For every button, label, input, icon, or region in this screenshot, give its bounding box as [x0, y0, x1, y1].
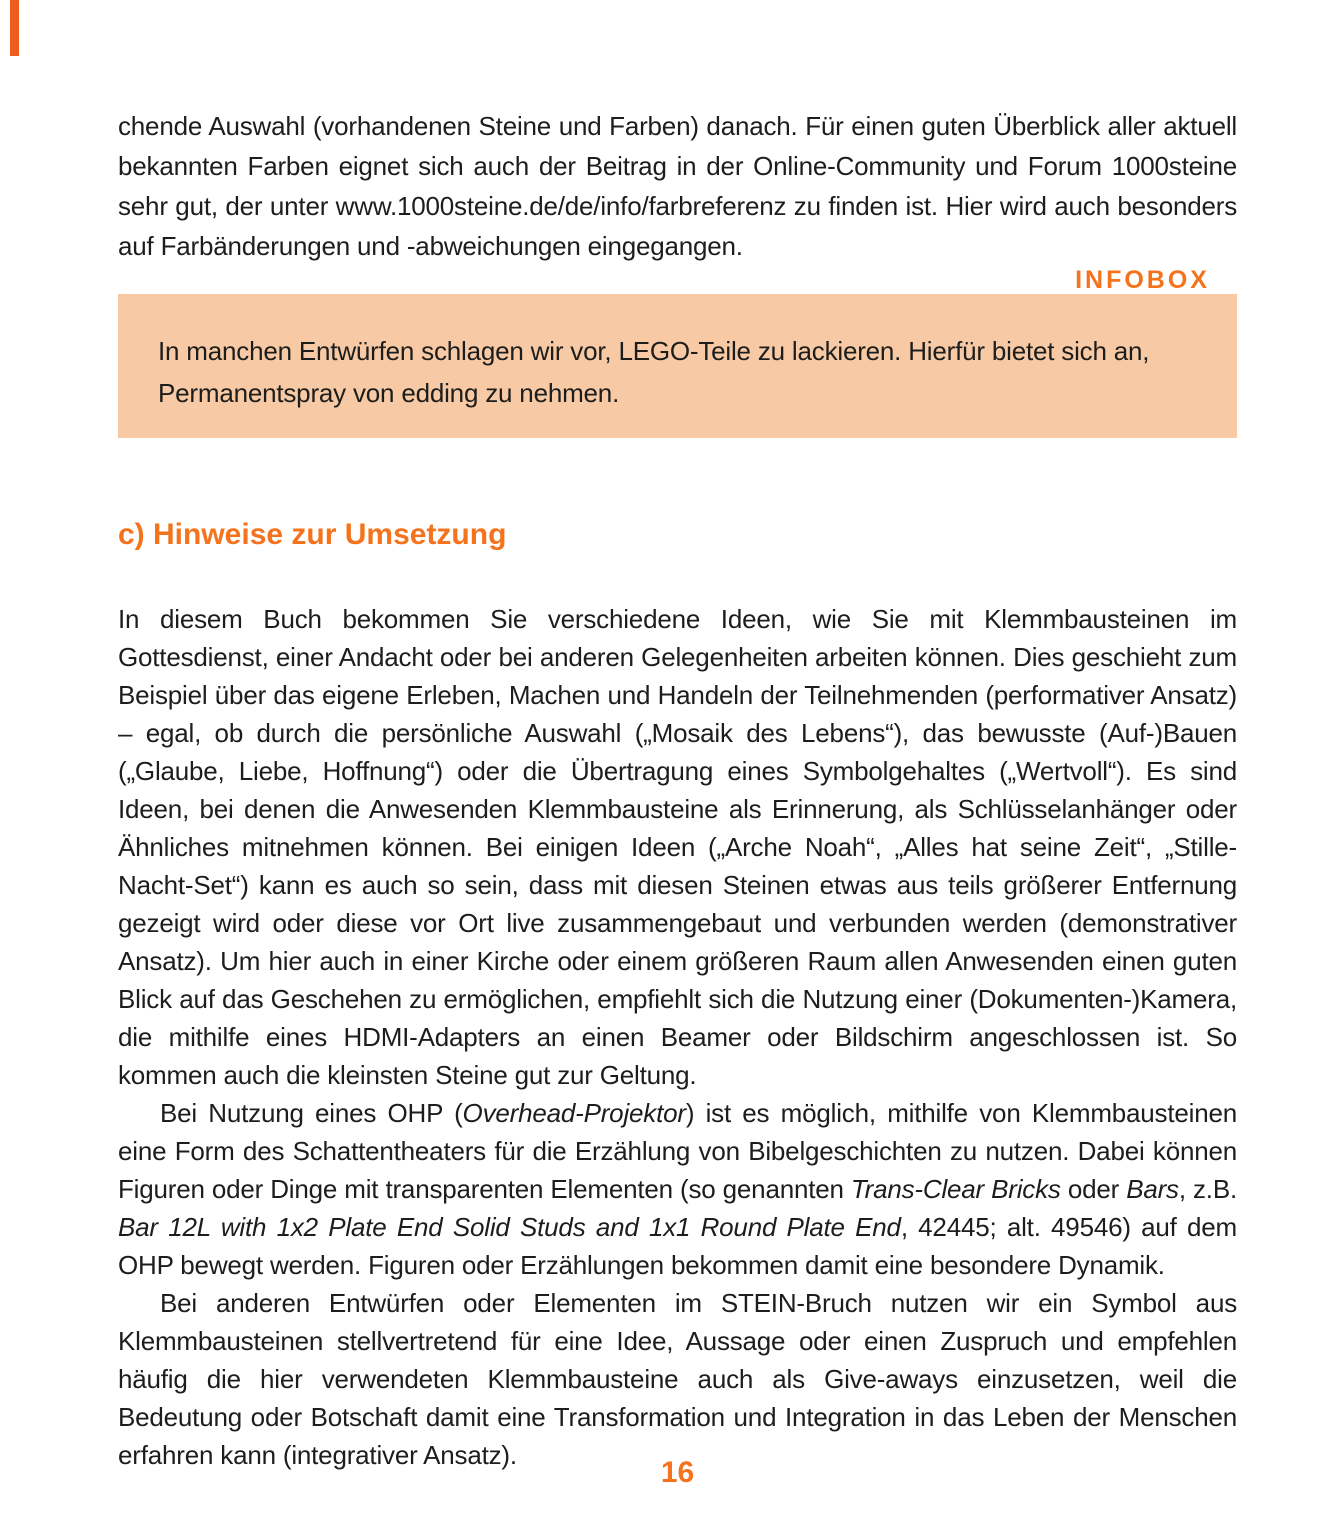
paragraph-approaches: In diesem Buch bekommen Sie verschiedene Ideen, wie Sie mit Klemmbausteinen im Gottesdienst, einer Andacht oder bei anderen Gelegenheiten arbeiten können. Dies geschieht zum Beispiel über das eigene Erleben, Machen und Handeln der Teilnehmenden (performativer Ansatz) – egal, ob durch die persönliche Auswahl („Mosaik des Lebens“), das bewusste (Auf-)Bauen („Glaube, Liebe, Hoffnung“) oder die Übertragung eines Symbolgehaltes („Wertvoll“). Es sind Ideen, bei denen die Anwesenden Klemmbausteine als Erinnerung, als Schlüsselanhänger oder Ähnliches mitnehmen können. Bei einigen Ideen („Arche Noah“, „Alles hat seine Zeit“, „Stille-Nacht-Set“) kann es auch so sein, dass mit diesen Steinen etwas aus teils größerer Entfernung gezeigt wird oder diese vor Ort live zusammengebaut und verbunden werden (demonstrativer Ansatz). Um hier auch in einer Kirche oder einem größeren Raum allen Anwesenden einen guten Blick auf das Geschehen zu ermöglichen, empfiehlt sich die Nutzung einer (Dokumenten-)Kamera, die mithilfe eines HDMI-Adapters an einen Beamer oder Bildschirm angeschlossen ist. So kommen auch die kleinsten Steine gut zur Geltung.	[118, 604, 1237, 1090]
page-corner-mark	[10, 0, 19, 56]
infobox	[118, 294, 1237, 438]
main-text-block	[118, 600, 1237, 1474]
paragraph-giveaways: Bei anderen Entwürfen oder Elementen im STEIN-Bruch nutzen wir ein Symbol aus Klemmbausteinen stellvertretend für eine Idee, Aussage oder einen Zuspruch und empfehlen häufig die hier verwendeten Klemmbausteine auch als Give-aways einzusetzen, weil die Bedeutung oder Botschaft damit eine Transformation und Integration in das Leben der Menschen erfahren kann (integrativer Ansatz).	[118, 1288, 1237, 1470]
paragraph-ohp: Bei Nutzung eines OHP (Overhead-Projektor) ist es möglich, mithilfe von Klemmbausteinen eine Form des Schattentheaters für die Erzählung von Bibelgeschichten zu nutzen. Dabei können Figuren oder Dinge mit transparenten Elementen (so genannten Trans-Clear Bricks oder Bars, z.B. Bar 12L with 1x2 Plate End Solid Studs and 1x1 Round Plate End, 42445; alt. 49546) auf dem OHP bewegt werden. Figuren oder Erzählungen bekommen damit eine besondere Dynamik.	[118, 1098, 1237, 1280]
infobox-label: INFOBOX	[1075, 266, 1210, 294]
infobox-text: In manchen Entwürfen schlagen wir vor, LEGO-Teile zu lackieren. Hierfür bietet sich an, Permanentspray von edding zu nehmen.	[158, 336, 1150, 408]
page-number: 16	[660, 1456, 695, 1489]
section-heading: c) Hinweise zur Umsetzung	[118, 518, 507, 551]
intro-paragraph: chende Auswahl (vorhandenen Steine und Farben) danach. Für einen guten Überblick aller aktuell bekannten Farben eignet sich auch der Beitrag in der Online-Community und Forum 1000steine sehr gut, der unter www.1000steine.de/de/info/farbreferenz zu finden ist. Hier wird auch besonders auf Farbänderungen und -abweichungen eingegangen.	[118, 111, 1237, 261]
